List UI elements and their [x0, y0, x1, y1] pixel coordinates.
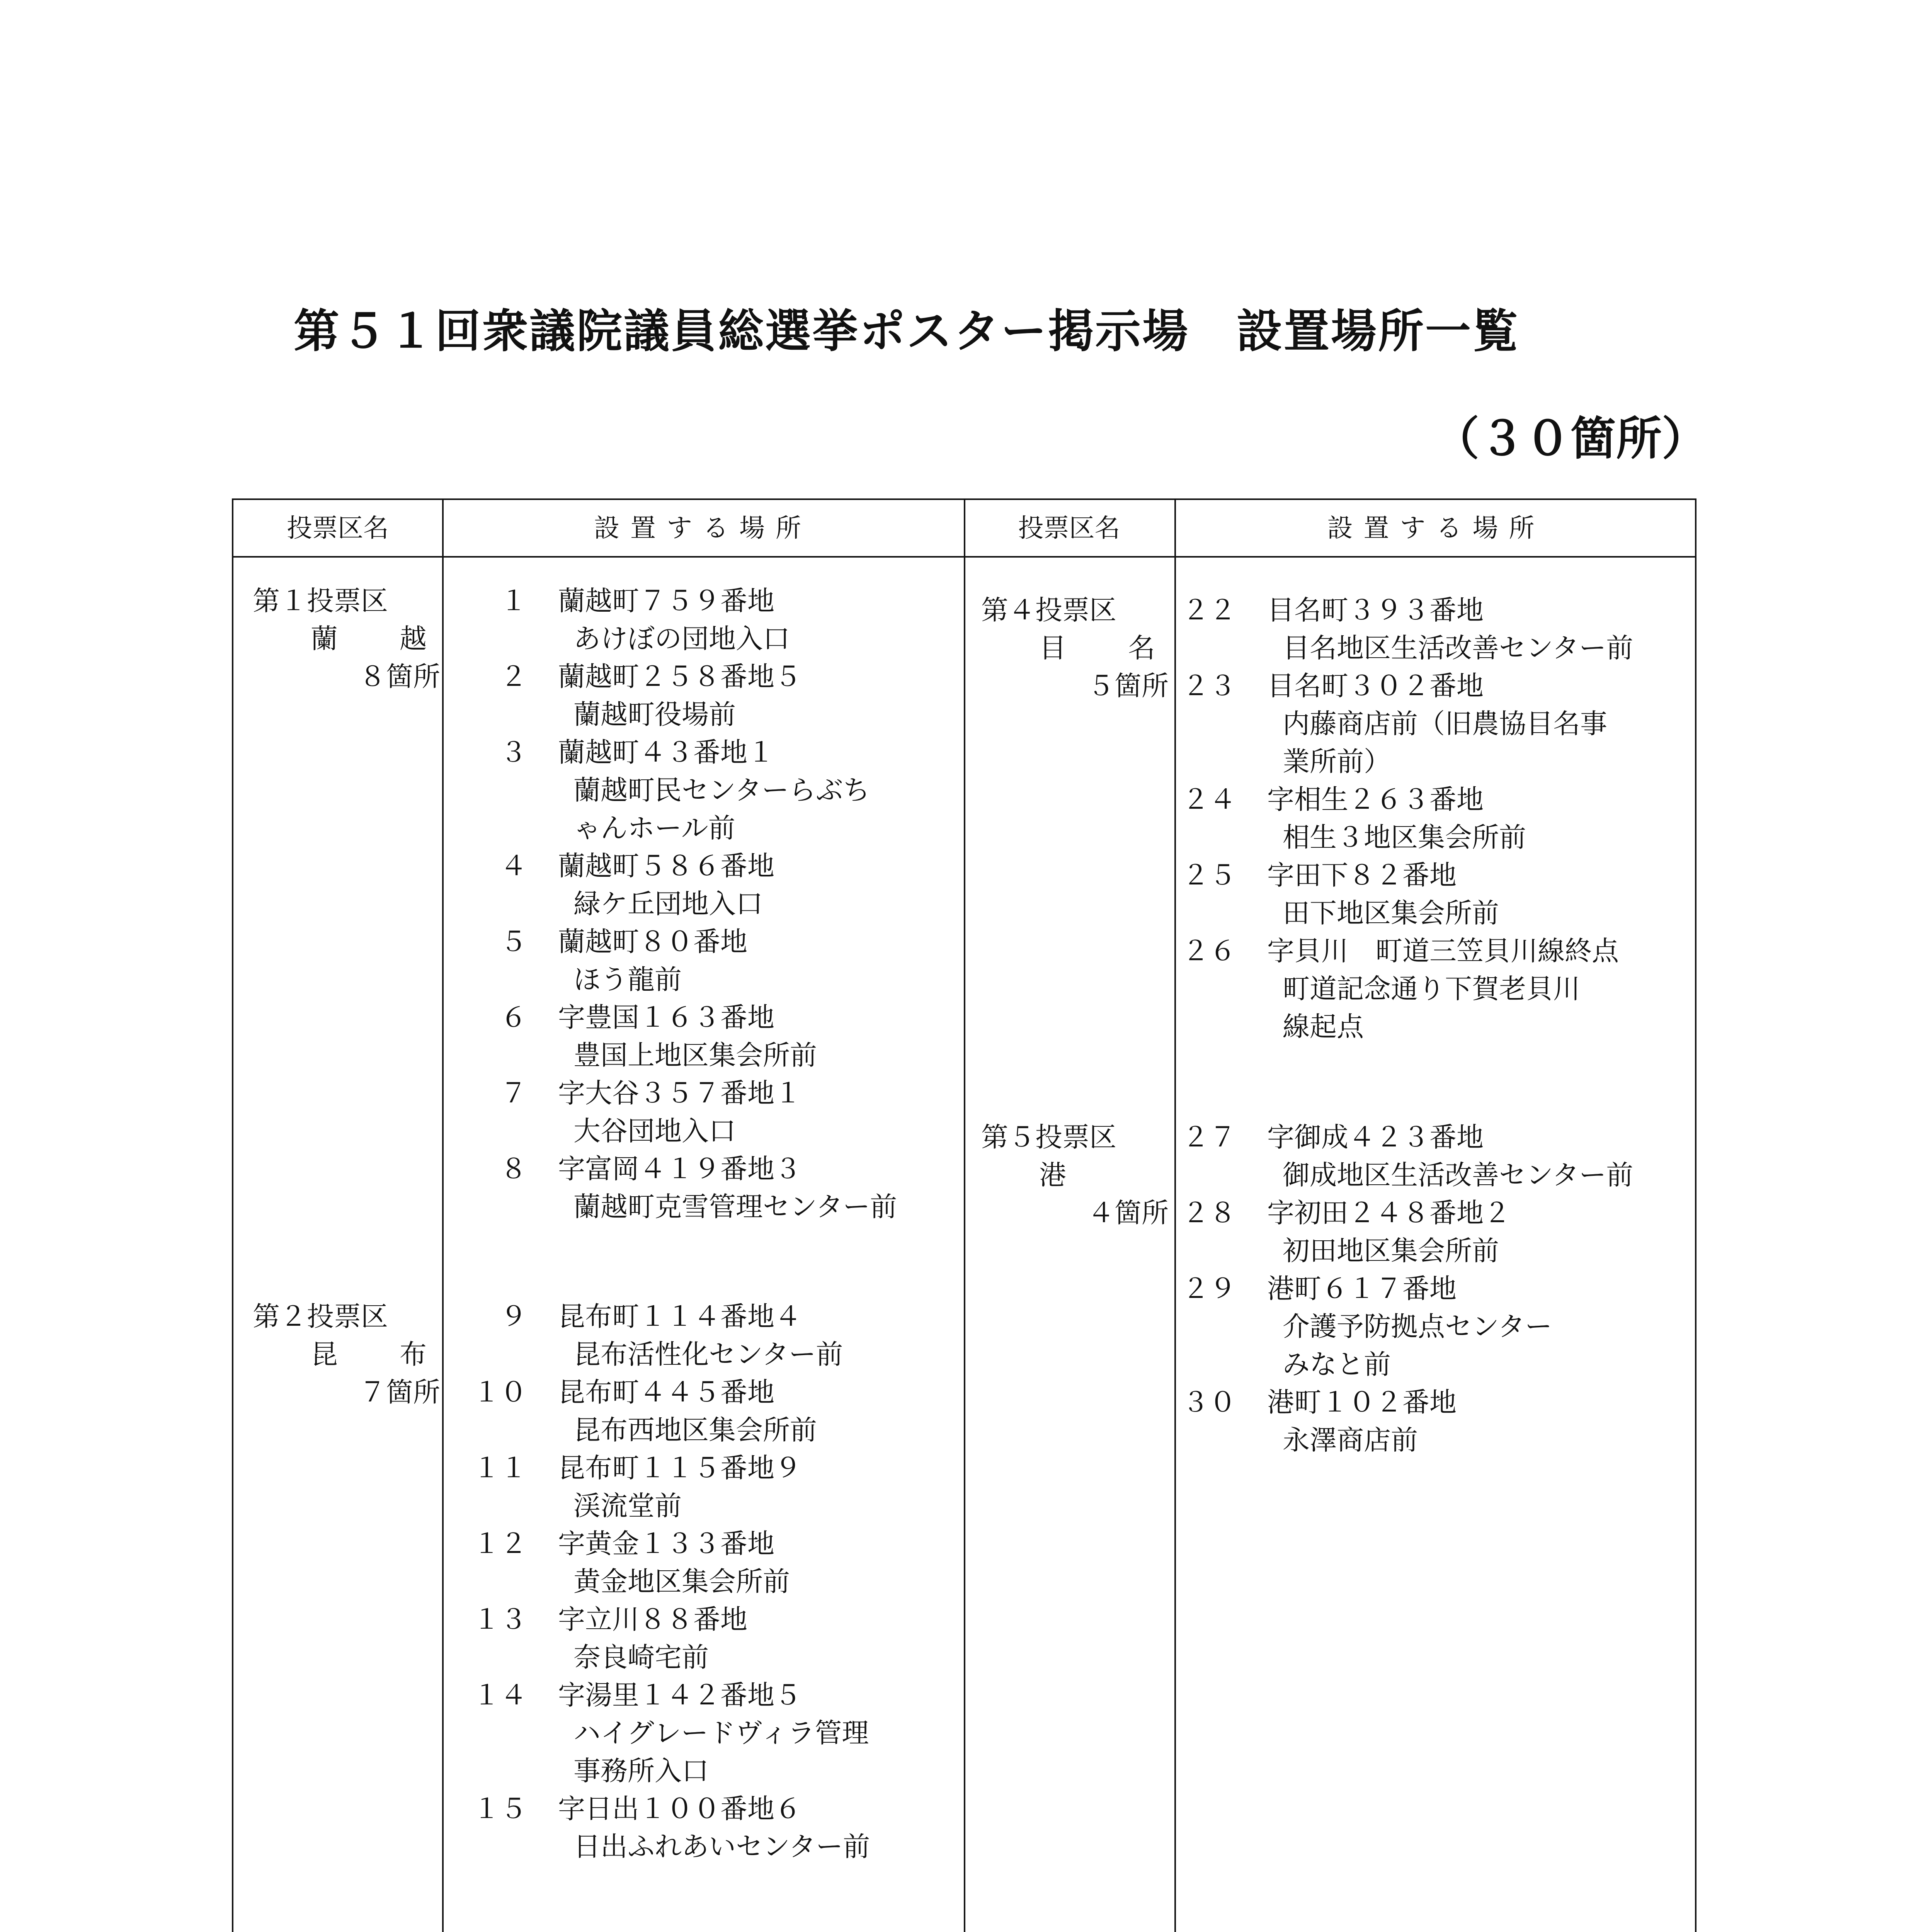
- location-entry: [450, 1790, 960, 1866]
- entry-description: 昆布活性化センター前: [573, 1338, 843, 1370]
- entry-description: 蘭越町克雪管理センター前: [573, 1191, 897, 1223]
- entry-description: 豊国上地区集会所前: [573, 1039, 817, 1071]
- entry-address: 目名町３９３番地: [1267, 594, 1484, 626]
- entry-number: ３０: [1182, 1386, 1236, 1418]
- entry-address: 昆布町１１５番地９: [558, 1452, 801, 1484]
- entry-address: 字湯里１４２番地５: [558, 1679, 801, 1711]
- location-entry: [1182, 1194, 1696, 1270]
- entry-number: ２２: [1182, 594, 1236, 626]
- entry-description: 黄金地区集会所前: [573, 1566, 790, 1597]
- entry-number: ３: [500, 736, 527, 768]
- entry-number: １０: [473, 1376, 527, 1408]
- entry-description: 蘭越町民センターらぶち ゃんホール前: [573, 774, 870, 844]
- district-name: 目名: [1039, 632, 1155, 664]
- header-divider: [233, 556, 1695, 558]
- entry-description: 介護予防拠点センター みなと前: [1283, 1311, 1552, 1380]
- entry-address: 字田下８２番地: [1267, 859, 1457, 891]
- entry-description: 内藤商店前（旧農協目名事 業所前）: [1283, 708, 1607, 777]
- location-entry: [450, 1525, 960, 1600]
- entry-address: 字大谷３５７番地１: [558, 1077, 801, 1109]
- entry-number: ２４: [1182, 784, 1236, 815]
- entry-description: ハイグレードヴィラ管理 事務所入口: [573, 1717, 869, 1787]
- locations-table: [232, 498, 1696, 1932]
- location-entry: [450, 658, 960, 733]
- district-count: ５箇所: [1087, 670, 1169, 702]
- entry-address: 蘭越町８０番地: [558, 926, 747, 957]
- entry-description: 奈良崎宅前: [573, 1641, 709, 1673]
- district-name: 昆布: [311, 1338, 427, 1370]
- entry-address: 字貝川 町道三笠貝川線終点: [1267, 935, 1619, 967]
- entry-address: 字初田２４８番地２: [1267, 1197, 1511, 1229]
- entry-address: 字黄金１３３番地: [558, 1528, 774, 1560]
- entry-number: ８: [500, 1153, 527, 1185]
- entry-number: １２: [473, 1528, 527, 1560]
- header-district-2: 投票区名: [1018, 513, 1120, 543]
- district-2: [253, 1298, 440, 1411]
- location-entry: [450, 1373, 960, 1449]
- entry-number: ２３: [1182, 670, 1236, 702]
- entry-description: 渓流堂前: [573, 1490, 682, 1522]
- district-count: ４箇所: [1087, 1197, 1169, 1229]
- entry-number: ２９: [1182, 1273, 1236, 1304]
- entry-address: 字相生２６３番地: [1267, 784, 1484, 815]
- location-entry: [1182, 856, 1696, 932]
- entry-description: 大谷団地入口: [573, 1115, 736, 1147]
- entry-address: 字日出１００番地６: [558, 1793, 801, 1825]
- location-entry: [450, 1676, 960, 1790]
- entry-description: 永澤商店前: [1283, 1424, 1418, 1456]
- location-entry: [1182, 781, 1696, 856]
- location-entry: [450, 1150, 960, 1226]
- district-name: 港: [1039, 1159, 1066, 1191]
- entry-list-district-2: [450, 1298, 960, 1866]
- district-count: ７箇所: [359, 1376, 440, 1408]
- entry-address: 字立川８８番地: [558, 1604, 747, 1635]
- district-count: ８箇所: [359, 661, 440, 692]
- total-count: （３０箇所）: [1433, 412, 1707, 465]
- entry-description: 昆布西地区集会所前: [573, 1414, 817, 1446]
- entry-description: あけぼの団地入口: [573, 623, 790, 655]
- entry-description: 日出ふれあいセンター前: [573, 1831, 870, 1862]
- location-entry: [1182, 1270, 1696, 1383]
- entry-list-district-4: [1182, 591, 1696, 1046]
- location-entry: [450, 1074, 960, 1150]
- entry-address: 字豊国１６３番地: [558, 1002, 774, 1033]
- location-entry: [450, 1449, 960, 1525]
- entry-description: 目名地区生活改善センター前: [1283, 632, 1634, 664]
- entry-address: 目名町３０２番地: [1267, 670, 1484, 702]
- entry-number: ２: [500, 661, 527, 692]
- entry-number: １３: [473, 1604, 527, 1635]
- entry-description: ほう龍前: [573, 964, 682, 995]
- entry-description: 相生３地区集会所前: [1283, 821, 1526, 853]
- district-4: [981, 591, 1169, 705]
- entry-number: ５: [500, 926, 527, 957]
- entry-number: ７: [500, 1077, 527, 1109]
- district-label: 第２投票区: [253, 1301, 388, 1332]
- entry-address: 昆布町４４５番地: [558, 1376, 774, 1408]
- entry-number: ９: [500, 1301, 527, 1332]
- location-entry: [1182, 591, 1696, 667]
- district-1: [253, 582, 440, 696]
- entry-address: 字御成４２３番地: [1267, 1121, 1484, 1153]
- location-entry: [1182, 667, 1696, 781]
- entry-number: ２５: [1182, 859, 1236, 891]
- entry-number: ６: [500, 1002, 527, 1033]
- location-entry: [1182, 932, 1696, 1046]
- entry-description: 初田地区集会所前: [1283, 1235, 1499, 1267]
- location-entry: [450, 1298, 960, 1373]
- column-divider: [442, 500, 444, 1932]
- entry-address: 蘭越町７５９番地: [558, 585, 774, 617]
- entry-description: 蘭越町役場前: [573, 699, 736, 730]
- entry-description: 町道記念通り下賀老貝川 線起点: [1283, 973, 1580, 1043]
- location-entry: [450, 582, 960, 658]
- entry-address: 港町１０２番地: [1267, 1386, 1457, 1418]
- location-entry: [450, 1600, 960, 1676]
- district-label: 第１投票区: [253, 585, 388, 617]
- entry-address: 蘭越町４３番地１: [558, 736, 774, 768]
- header-district: 投票区名: [287, 513, 389, 543]
- location-entry: [450, 998, 960, 1074]
- column-divider: [1174, 500, 1176, 1932]
- entry-description: 田下地区集会所前: [1283, 897, 1499, 929]
- entry-address: 港町６１７番地: [1267, 1273, 1457, 1304]
- location-entry: [450, 847, 960, 923]
- entry-list-district-5: [1182, 1118, 1696, 1459]
- entry-number: ２８: [1182, 1197, 1236, 1229]
- entry-number: ４: [500, 850, 527, 882]
- entry-address: 字富岡４１９番地３: [558, 1153, 801, 1185]
- location-entry: [450, 923, 960, 998]
- entry-number: １５: [473, 1793, 527, 1825]
- entry-number: １４: [473, 1679, 527, 1711]
- entry-address: 蘭越町５８６番地: [558, 850, 774, 882]
- location-entry: [1182, 1383, 1696, 1459]
- location-entry: [450, 733, 960, 847]
- entry-number: １１: [473, 1452, 527, 1484]
- location-entry: [1182, 1118, 1696, 1194]
- entry-number: ２７: [1182, 1121, 1236, 1153]
- page-title: 第５１回衆議院議員総選挙ポスター掲示場 設置場所一覧: [294, 304, 1520, 358]
- header-place-2: 設置する場所: [1327, 513, 1545, 543]
- entry-number: １: [500, 585, 527, 617]
- entry-description: 御成地区生活改善センター前: [1283, 1159, 1634, 1191]
- header-place: 設置する場所: [594, 513, 812, 543]
- entry-address: 昆布町１１４番地４: [558, 1301, 801, 1332]
- district-name: 蘭越: [311, 623, 427, 655]
- column-divider: [964, 500, 965, 1932]
- entry-number: ２６: [1182, 935, 1236, 967]
- entry-description: 緑ケ丘団地入口: [573, 888, 763, 920]
- district-label: 第５投票区: [981, 1121, 1116, 1153]
- entry-address: 蘭越町２５８番地５: [558, 661, 801, 692]
- district-label: 第４投票区: [981, 594, 1116, 626]
- entry-list-district-1: [450, 582, 960, 1226]
- district-5: [981, 1118, 1169, 1232]
